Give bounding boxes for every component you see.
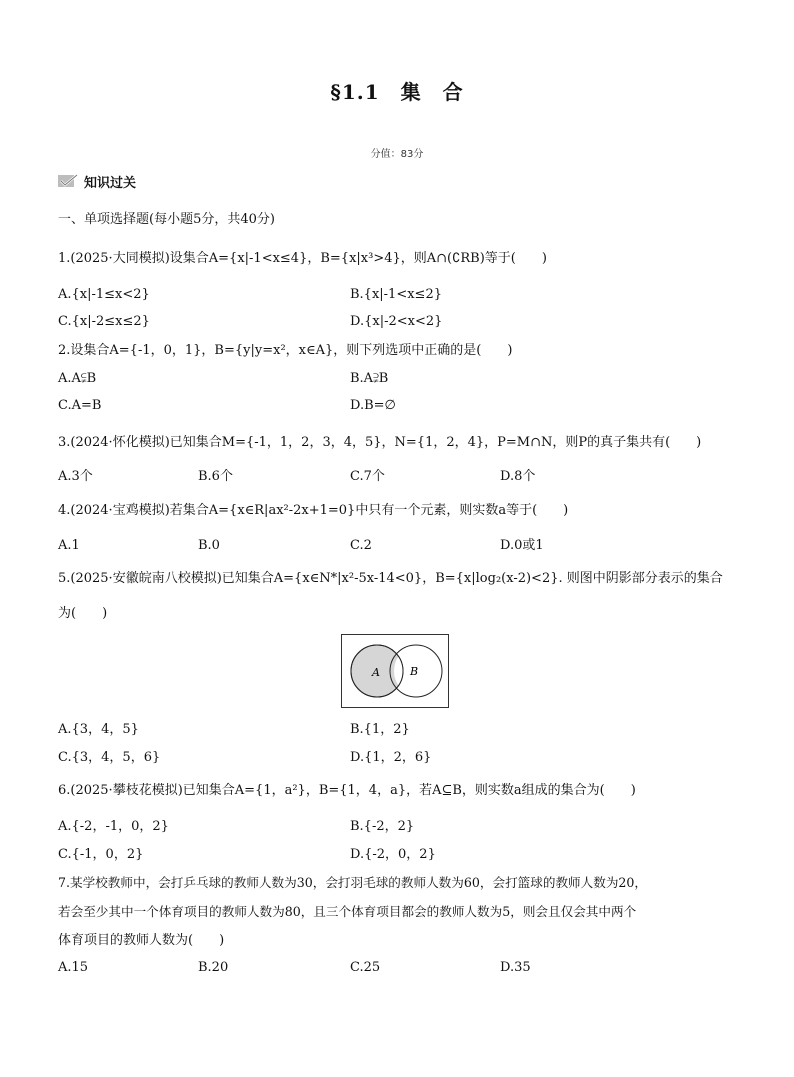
section-label: 知识过关 [84, 175, 137, 191]
question-6-stem: 6.(2025·攀枝花模拟)已知集合A={1，a²}，B={1，4，a}，若A⊆B，则实数a组成的集合为( ) [58, 783, 636, 798]
question-1-option-b: B.{x|-1<x≤2} [350, 287, 442, 302]
question-3-option-b: B.6个 [198, 469, 233, 484]
checkmark-tag-icon [58, 174, 78, 188]
score-info: 分值：83分 [370, 149, 424, 160]
question-6-option-d: D.{-2，0，2} [350, 847, 436, 862]
question-1-option-d: D.{x|-2<x<2} [350, 314, 443, 329]
question-4-stem: 4.(2024·宝鸡模拟)若集合A={x∈R|ax²-2x+1=0}中只有一个元素，则实数a等于( ) [58, 503, 569, 518]
question-1-option-c: C.{x|-2≤x≤2} [58, 314, 150, 329]
question-6-option-c: C.{-1，0，2} [58, 847, 144, 862]
question-5-option-c: C.{3，4，5，6} [58, 750, 161, 765]
question-3-option-c: C.7个 [350, 469, 385, 484]
question-7-option-b: B.20 [198, 960, 229, 975]
question-1-option-a: A.{x|-1≤x<2} [58, 287, 150, 302]
question-3-option-a: A.3个 [58, 469, 93, 484]
question-5-option-a: A.{3，4，5} [58, 722, 139, 737]
question-2-option-d: D.B=∅ [350, 398, 396, 413]
question-5-option-d: D.{1，2，6} [350, 750, 432, 765]
question-6-option-b: B.{-2，2} [350, 819, 415, 834]
venn-diagram [341, 634, 449, 708]
question-6-option-a: A.{-2，-1，0，2} [58, 819, 169, 834]
question-3-option-d: D.8个 [500, 469, 536, 484]
part-heading: 一、单项选择题(每小题5分，共40分) [58, 212, 275, 227]
venn-label-a: A [372, 666, 380, 679]
question-4-option-a: A.1 [58, 538, 80, 553]
question-7-option-a: A.15 [58, 960, 89, 975]
question-2-option-b: B.A⫌B [350, 371, 389, 386]
question-2-stem: 2.设集合A={-1，0，1}，B={y|y=x²，x∈A}，则下列选项中正确的是( ) [58, 343, 513, 358]
page-title: §1.1 集 合 [330, 80, 464, 104]
question-5-stem-line-1: 5.(2025·安徽皖南八校模拟)已知集合A={x∈N*|x²-5x-14<0}，B={x|log₂(x-2)<2}. 则图中阴影部分表示的集合 [58, 571, 723, 586]
question-7-stem-line-3: 体育项目的教师人数为( ) [58, 933, 225, 948]
question-3-stem: 3.(2024·怀化模拟)已知集合M={-1，1，2，3，4，5}，N={1，2，4}，P=M∩N，则P的真子集共有( ) [58, 435, 702, 450]
section-header [58, 172, 136, 190]
question-7-stem-line-2: 若会至少其中一个体育项目的教师人数为80，且三个体育项目都会的教师人数为5，则会且仅会其中两个 [58, 904, 637, 919]
question-5-stem-line-2: 为( ) [58, 606, 108, 621]
question-4-option-b: B.0 [198, 538, 220, 553]
question-5-option-b: B.{1，2} [350, 722, 410, 737]
question-7-stem-line-1: 7.某学校教师中，会打乒乓球的教师人数为30，会打羽毛球的教师人数为60，会打篮球的教师人数为20， [58, 875, 648, 890]
question-4-option-d: D.0或1 [500, 538, 544, 553]
question-2-option-a: A.A⫋B [58, 371, 97, 386]
question-7-option-c: C.25 [350, 960, 381, 975]
question-7-option-d: D.35 [500, 960, 531, 975]
question-4-option-c: C.2 [350, 538, 372, 553]
question-1-stem: 1.(2025·大同模拟)设集合A={x|-1<x≤4}，B={x|x³>4}，则A∩(∁RB)等于( ) [58, 251, 547, 266]
question-2-option-c: C.A=B [58, 398, 102, 413]
venn-label-b: B [410, 665, 419, 678]
